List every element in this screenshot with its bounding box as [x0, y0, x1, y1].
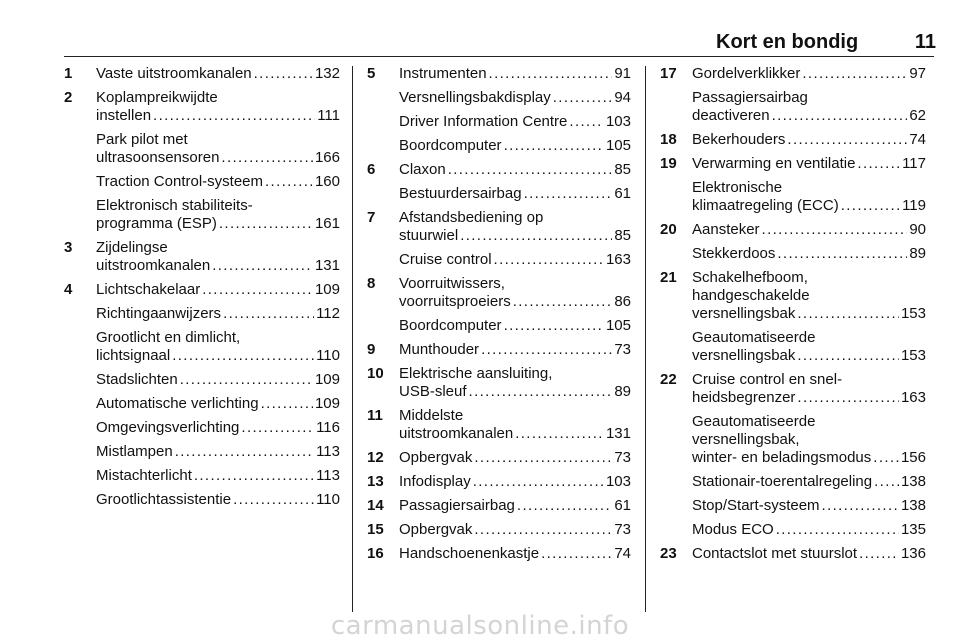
page-ref: 116	[316, 419, 340, 436]
callout-number: 16	[367, 545, 384, 562]
page-ref: 74	[909, 131, 926, 148]
page-ref: 109	[314, 281, 340, 298]
entry-line	[96, 149, 340, 167]
entry-title: Gordelverklikker	[692, 65, 801, 82]
page-ref: 74	[614, 545, 631, 562]
page-ref: 90	[909, 221, 926, 238]
entry-title: Stadslichten	[96, 371, 178, 388]
dot-leader	[448, 161, 613, 179]
entry-line	[692, 65, 926, 83]
entry-line	[399, 161, 631, 179]
callout-number: 19	[660, 155, 677, 172]
page-ref: 138	[900, 473, 926, 490]
dot-leader	[797, 305, 899, 323]
page-ref: 161	[314, 215, 340, 232]
page-ref: 110	[316, 491, 340, 508]
entry-label: Cruise control en snel-	[692, 371, 843, 388]
entry-line	[399, 473, 631, 491]
page-ref: 163	[900, 389, 926, 406]
entry-line	[692, 107, 926, 125]
dot-leader	[553, 89, 613, 107]
dot-leader	[241, 419, 314, 437]
page-ref: 135	[900, 521, 926, 538]
entry-line	[692, 473, 926, 491]
entry-title: Vaste uitstroomkanalen	[96, 65, 252, 82]
dot-leader	[460, 227, 612, 245]
index-entry	[367, 275, 631, 311]
index-entry	[367, 545, 631, 563]
entry-title: Grootlichtassistentie	[96, 491, 232, 508]
entry-title: Opbergvak	[399, 449, 473, 466]
dot-leader	[212, 257, 313, 275]
dot-leader	[153, 107, 315, 125]
dot-leader	[776, 521, 899, 539]
entry-title: klimaatregeling (ECC)	[692, 197, 839, 214]
index-entry	[660, 413, 926, 467]
entry-label: Schakelhefboom, handgeschakelde	[692, 269, 810, 304]
index-entry	[64, 173, 340, 191]
dot-leader	[797, 389, 899, 407]
dot-leader	[469, 383, 613, 401]
entry-line	[96, 107, 340, 125]
dot-leader	[524, 185, 613, 203]
entry-line	[96, 65, 340, 83]
entry-title: Verwarming en ventilatie	[692, 155, 856, 172]
page-ref: 153	[900, 347, 926, 364]
page-header	[0, 0, 960, 60]
index-entry	[660, 521, 926, 539]
page-ref: 85	[614, 227, 631, 244]
dot-leader	[481, 341, 612, 359]
dot-leader	[172, 347, 314, 365]
page-ref: 112	[316, 305, 340, 322]
page-ref: 131	[314, 257, 340, 274]
entry-line	[692, 131, 926, 149]
entry-line	[692, 221, 926, 239]
callout-number: 14	[367, 497, 384, 514]
index-entry	[64, 419, 340, 437]
index-entry	[367, 341, 631, 359]
callout-number: 10	[367, 365, 384, 382]
entry-title: Handschoenenkastje	[399, 545, 540, 562]
page-ref: 61	[614, 185, 631, 202]
page-ref: 131	[605, 425, 631, 442]
page-ref: 103	[605, 473, 631, 490]
index-entry	[660, 131, 926, 149]
dot-leader	[504, 317, 604, 335]
index-entry	[64, 131, 340, 167]
callout-number: 20	[660, 221, 677, 238]
page-ref: 91	[614, 65, 631, 82]
index-entry	[367, 407, 631, 443]
entry-line	[399, 497, 631, 515]
index-entry	[64, 371, 340, 389]
entry-line	[399, 227, 631, 245]
entry-title: stuurwiel	[399, 227, 459, 244]
entry-title: Automatische verlichting	[96, 395, 259, 412]
callout-number: 17	[660, 65, 677, 82]
page-ref: 113	[316, 443, 340, 460]
page-ref: 160	[314, 173, 340, 190]
dot-leader	[762, 221, 908, 239]
entry-line	[692, 545, 926, 563]
index-entry	[660, 497, 926, 515]
entry-title: Mistachterlicht	[96, 467, 192, 484]
dot-leader	[517, 497, 612, 515]
entry-title: lichtsignaal	[96, 347, 171, 364]
dot-leader	[541, 545, 612, 563]
page-ref: 166	[314, 149, 340, 166]
entry-line	[96, 467, 340, 485]
entry-title: uitstroomkanalen	[96, 257, 211, 274]
index-entry	[660, 221, 926, 239]
index-entry	[660, 269, 926, 323]
index-entry	[367, 185, 631, 203]
callout-number: 12	[367, 449, 384, 466]
header-rule	[64, 56, 934, 57]
dot-leader	[474, 449, 612, 467]
callout-number: 6	[367, 161, 376, 178]
index-entry	[660, 245, 926, 263]
entry-title: Cruise control	[399, 251, 492, 268]
entry-label: Afstandsbediening op	[399, 209, 544, 226]
entry-label: Geautomatiseerde	[692, 329, 816, 346]
entry-line	[399, 293, 631, 311]
index-entry	[367, 251, 631, 269]
entry-title: Mistlampen	[96, 443, 173, 460]
page-ref: 89	[909, 245, 926, 262]
page-ref: 73	[614, 521, 631, 538]
entry-line	[399, 89, 631, 107]
dot-leader	[873, 449, 899, 467]
index-entry	[367, 209, 631, 245]
entry-title: Driver Information Centre	[399, 113, 568, 130]
callout-number: 3	[64, 239, 73, 256]
page-ref: 156	[900, 449, 926, 466]
callout-number: 4	[64, 281, 73, 298]
index-entry	[660, 89, 926, 125]
index-entry	[367, 497, 631, 515]
callout-number: 7	[367, 209, 376, 226]
entry-title: Aansteker	[692, 221, 760, 238]
index-entry	[64, 443, 340, 461]
callout-number: 2	[64, 89, 73, 106]
page-ref: 105	[605, 137, 631, 154]
entry-label: Elektronisch stabiliteits-	[96, 197, 253, 214]
entry-title: Modus ECO	[692, 521, 774, 538]
dot-leader	[473, 473, 604, 491]
page-ref: 117	[902, 155, 926, 172]
dot-leader	[194, 467, 314, 485]
entry-title: Bestuurdersairbag	[399, 185, 522, 202]
entry-title: Boordcomputer	[399, 317, 502, 334]
entry-title: Omgevingsverlichting	[96, 419, 240, 436]
entry-line	[692, 197, 926, 215]
entry-line	[692, 449, 926, 467]
entry-line	[96, 215, 340, 233]
entry-line	[692, 521, 926, 539]
index-entry	[64, 467, 340, 485]
entry-label: Elektrische aansluiting,	[399, 365, 553, 382]
index-entry	[64, 89, 340, 125]
entry-line	[399, 545, 631, 563]
dot-leader	[513, 293, 613, 311]
entry-line	[96, 491, 340, 509]
entry-line	[692, 245, 926, 263]
entry-title: Contactslot met stuurslot	[692, 545, 858, 562]
index-entry	[367, 113, 631, 131]
entry-line	[692, 305, 926, 323]
entry-title: versnellingsbak	[692, 305, 796, 322]
entry-line	[96, 419, 340, 437]
callout-number: 23	[660, 545, 677, 562]
page-ref: 73	[614, 449, 631, 466]
entry-title: Lichtschakelaar	[96, 281, 201, 298]
callout-number: 1	[64, 65, 73, 82]
entry-title: USB-sleuf	[399, 383, 467, 400]
index-entry	[660, 545, 926, 563]
dot-leader	[221, 149, 313, 167]
dot-leader	[504, 137, 604, 155]
page-ref: 119	[902, 197, 926, 214]
page-ref: 103	[605, 113, 631, 130]
entry-title: ultrasoonsensoren	[96, 149, 220, 166]
page-ref: 136	[900, 545, 926, 562]
entry-line	[96, 395, 340, 413]
index-entry	[64, 65, 340, 83]
dot-leader	[180, 371, 313, 389]
entry-line	[692, 497, 926, 515]
callout-number: 18	[660, 131, 677, 148]
entry-line	[399, 521, 631, 539]
index-entry	[660, 155, 926, 173]
entry-line	[96, 371, 340, 389]
index-entry	[660, 65, 926, 83]
callout-number: 21	[660, 269, 677, 286]
index-entry	[64, 281, 340, 299]
callout-number: 13	[367, 473, 384, 490]
page-ref: 111	[317, 107, 340, 124]
entry-label: Zijdelingse	[96, 239, 168, 256]
dot-leader	[261, 395, 313, 413]
entry-title: uitstroomkanalen	[399, 425, 514, 442]
entry-line	[399, 137, 631, 155]
index-entry	[64, 329, 340, 365]
index-entry	[367, 317, 631, 335]
section-title: Kort en bondig	[716, 31, 859, 53]
entry-title: Stekkerdoos	[692, 245, 776, 262]
entry-line	[399, 251, 631, 269]
dot-leader	[223, 305, 314, 323]
entry-title: Traction Control-systeem	[96, 173, 263, 190]
entry-label: Geautomatiseerde versnellingsbak,	[692, 413, 816, 448]
dot-leader	[802, 65, 907, 83]
entry-line	[692, 347, 926, 365]
entry-line	[399, 185, 631, 203]
entry-title: Claxon	[399, 161, 446, 178]
dot-leader	[822, 497, 899, 515]
entry-label: Koplampreikwijdte	[96, 89, 218, 106]
dot-leader	[787, 131, 907, 149]
page-ref: 163	[605, 251, 631, 268]
watermark: carmanualsonline.info	[330, 611, 630, 641]
index-entry	[367, 89, 631, 107]
page-ref: 113	[316, 467, 340, 484]
column-divider	[645, 66, 646, 612]
dot-leader	[474, 521, 612, 539]
page-ref: 109	[314, 371, 340, 388]
page-ref: 109	[314, 395, 340, 412]
entry-title: Stationair-toerentalregeling	[692, 473, 873, 490]
entry-title: Munthouder	[399, 341, 480, 358]
entry-title: Stop/Start-systeem	[692, 497, 820, 514]
entry-title: Boordcomputer	[399, 137, 502, 154]
entry-title: instellen	[96, 107, 152, 124]
entry-line	[399, 449, 631, 467]
dot-leader	[772, 107, 908, 125]
entry-label: Voorruitwissers,	[399, 275, 505, 292]
index-entry	[660, 371, 926, 407]
index-entry	[367, 161, 631, 179]
entry-title: Instrumenten	[399, 65, 487, 82]
index-entry	[367, 521, 631, 539]
entry-line	[399, 341, 631, 359]
callout-number: 8	[367, 275, 376, 292]
page-ref: 62	[909, 107, 926, 124]
index-entry	[367, 473, 631, 491]
page-ref: 110	[316, 347, 340, 364]
index-entry	[367, 449, 631, 467]
column-divider	[352, 66, 353, 612]
dot-leader	[777, 245, 907, 263]
dot-leader	[841, 197, 900, 215]
page-ref: 85	[614, 161, 631, 178]
dot-leader	[175, 443, 314, 461]
entry-line	[399, 317, 631, 335]
dot-leader	[569, 113, 604, 131]
entry-label: Grootlicht en dimlicht,	[96, 329, 241, 346]
page-number: 11	[914, 31, 936, 53]
dot-leader	[489, 65, 613, 83]
entry-title: winter- en beladingsmodus	[692, 449, 872, 466]
page-ref: 89	[614, 383, 631, 400]
entry-title: Bekerhouders	[692, 131, 786, 148]
index-entry	[660, 179, 926, 215]
entry-line	[96, 173, 340, 191]
page-ref: 153	[900, 305, 926, 322]
entry-title: Opbergvak	[399, 521, 473, 538]
entry-title: Infodisplay	[399, 473, 471, 490]
page-ref: 61	[614, 497, 631, 514]
callout-number: 15	[367, 521, 384, 538]
dot-leader	[797, 347, 899, 365]
index-entry	[64, 305, 340, 323]
entry-title: Passagiersairbag	[399, 497, 515, 514]
dot-leader	[859, 545, 899, 563]
dot-leader	[857, 155, 900, 173]
index-entry	[660, 329, 926, 365]
page-ref: 94	[614, 89, 631, 106]
callout-number: 5	[367, 65, 376, 82]
index-entry	[64, 197, 340, 233]
index-entry	[64, 491, 340, 509]
dot-leader	[265, 173, 313, 191]
dot-leader	[219, 215, 313, 233]
entry-line	[96, 305, 340, 323]
index-column-3	[660, 65, 926, 569]
entry-line	[692, 155, 926, 173]
entry-title: voorruitsproeiers	[399, 293, 511, 310]
dot-leader	[233, 491, 314, 509]
index-entry	[660, 473, 926, 491]
index-entry	[64, 239, 340, 275]
entry-line	[96, 257, 340, 275]
entry-title: programma (ESP)	[96, 215, 217, 232]
entry-title: Richtingaanwijzers	[96, 305, 222, 322]
dot-leader	[874, 473, 899, 491]
entry-title: Versnellingsbakdisplay	[399, 89, 551, 106]
entry-label: Passagiersairbag	[692, 89, 808, 106]
dot-leader	[494, 251, 604, 269]
entry-line	[399, 383, 631, 401]
index-entry	[64, 395, 340, 413]
page-ref: 138	[900, 497, 926, 514]
index-entry	[367, 365, 631, 401]
page-ref: 97	[909, 65, 926, 82]
dot-leader	[254, 65, 313, 83]
entry-label: Middelste	[399, 407, 464, 424]
index-entry	[367, 65, 631, 83]
page-ref: 86	[614, 293, 631, 310]
entry-line	[96, 281, 340, 299]
callout-number: 22	[660, 371, 677, 388]
entry-line	[96, 347, 340, 365]
index-column-1	[64, 65, 340, 515]
dot-leader	[202, 281, 313, 299]
entry-line	[399, 425, 631, 443]
dot-leader	[515, 425, 604, 443]
callout-number: 9	[367, 341, 376, 358]
page-ref: 105	[605, 317, 631, 334]
page-ref: 132	[314, 65, 340, 82]
entry-label: Elektronische	[692, 179, 783, 196]
entry-line	[692, 389, 926, 407]
entry-title: versnellingsbak	[692, 347, 796, 364]
page-ref: 73	[614, 341, 631, 358]
index-entry	[367, 137, 631, 155]
entry-line	[399, 65, 631, 83]
entry-title: heidsbegrenzer	[692, 389, 796, 406]
callout-number: 11	[367, 407, 383, 424]
entry-line	[399, 113, 631, 131]
entry-label: Park pilot met	[96, 131, 188, 148]
entry-title: deactiveren	[692, 107, 770, 124]
index-column-2	[367, 65, 631, 569]
entry-line	[96, 443, 340, 461]
